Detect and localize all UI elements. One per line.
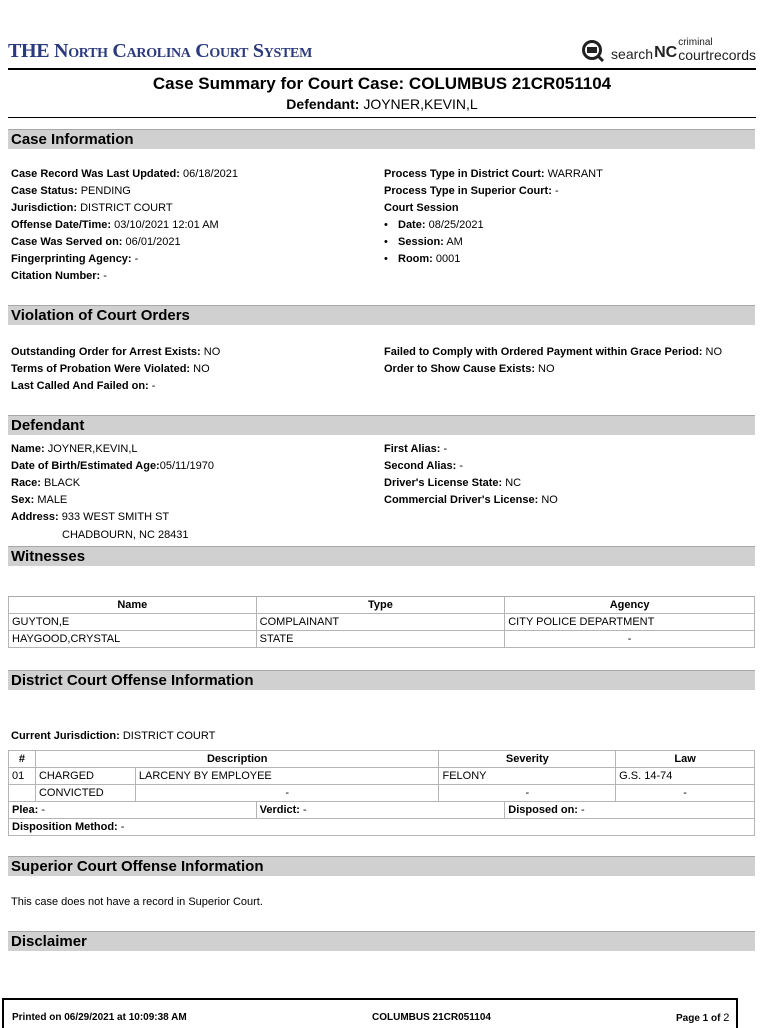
case-info-left-3: Offense Date/Time: 03/10/2021 12:01 AM <box>11 219 219 231</box>
defendant-right-3: Commercial Driver's License: NO <box>384 494 558 506</box>
witness-name: GUYTON,E <box>9 614 257 631</box>
offense-law: - <box>616 785 755 802</box>
violation-left-2: Last Called And Failed on: - <box>11 380 156 392</box>
offense-status: CONVICTED <box>35 785 135 802</box>
offense-outcome-row <box>9 802 755 819</box>
case-info-left-5: Fingerprinting Agency: - <box>11 253 139 265</box>
offense-description: LARCENY BY EMPLOYEE <box>135 768 439 785</box>
witnesses-header-row <box>9 597 755 614</box>
witnesses-table <box>8 596 755 648</box>
defendant-left-0: Name: JOYNER,KEVIN,L <box>11 443 138 455</box>
witness-type: COMPLAINANT <box>256 614 505 631</box>
page-title: Case Summary for Court Case: COLUMBUS 21CR051104 <box>152 74 612 93</box>
case-info-left-6: Citation Number: - <box>11 270 107 282</box>
defendant-left-1: Date of Birth/Estimated Age:05/11/1970 <box>11 460 214 472</box>
witness-col-name: Name <box>9 597 257 614</box>
offense-num <box>9 785 36 802</box>
offense-col-severity: Severity <box>439 751 616 768</box>
section-district-court-offense: District Court Offense Information <box>8 670 755 690</box>
court-session-room: • Room: 0001 <box>384 253 460 265</box>
magnifier-icon <box>581 40 611 62</box>
defendant-address-line2: CHADBOURN, NC 28431 <box>62 529 189 541</box>
offense-header-row <box>9 751 755 768</box>
defendant-left-2: Race: BLACK <box>11 477 81 489</box>
defendant-right-0: First Alias: - <box>384 443 448 455</box>
case-info-right-1: Process Type in Superior Court: - <box>384 185 559 197</box>
disposition-row <box>9 819 755 836</box>
footer-printed-on: Printed on 06/29/2021 at 10:09:38 AM <box>12 1012 187 1023</box>
witness-col-agency: Agency <box>505 597 755 614</box>
current-jurisdiction: Current Jurisdiction: DISTRICT COURT <box>11 730 216 742</box>
offense-severity: - <box>439 785 616 802</box>
footer-rule <box>2 998 738 1000</box>
offense-law: G.S. 14-74 <box>616 768 755 785</box>
defendant-right-1: Second Alias: - <box>384 460 464 472</box>
case-info-left-2: Jurisdiction: DISTRICT COURT <box>11 202 173 214</box>
offense-outcome-table <box>8 801 755 836</box>
section-case-information: Case Information <box>8 129 755 149</box>
case-info-right-0: Process Type in District Court: WARRANT <box>384 168 603 180</box>
disposed-on: Disposed on: - <box>505 802 755 819</box>
violation-right-0: Failed to Comply with Ordered Payment within Grace Period: NO <box>384 346 723 358</box>
court-session-heading: Court Session <box>384 202 459 214</box>
search-nc-logo: search NC criminal courtrecords <box>581 38 756 62</box>
defendant-left-3: Sex: MALE <box>11 494 68 506</box>
witness-agency: - <box>505 631 755 648</box>
offense-col-law: Law <box>616 751 755 768</box>
header-rule <box>8 68 756 70</box>
section-superior-court-offense: Superior Court Offense Information <box>8 856 755 876</box>
witness-col-type: Type <box>256 597 505 614</box>
violation-left-1: Terms of Probation Were Violated: NO <box>11 363 210 375</box>
offense-status: CHARGED <box>35 768 135 785</box>
table-row <box>9 614 755 631</box>
section-violation-of-court-orders: Violation of Court Orders <box>8 305 755 325</box>
offense-num: 01 <box>9 768 36 785</box>
violation-left-0: Outstanding Order for Arrest Exists: NO <box>11 346 221 358</box>
defendant-subtitle: Defendant: JOYNER,KEVIN,L <box>286 96 478 112</box>
court-session-session: • Session: AM <box>384 236 463 248</box>
witness-type: STATE <box>256 631 505 648</box>
section-defendant: Defendant <box>8 415 755 435</box>
offense-col-description: Description <box>35 751 439 768</box>
violation-right-1: Order to Show Cause Exists: NO <box>384 363 555 375</box>
disposition-method: Disposition Method: - <box>9 819 755 836</box>
subtitle-rule <box>8 117 756 118</box>
superior-court-note: This case does not have a record in Superior Court. <box>11 896 263 908</box>
plea: Plea: - <box>9 802 257 819</box>
table-row <box>9 768 755 785</box>
witness-agency: CITY POLICE DEPARTMENT <box>505 614 755 631</box>
offense-severity: FELONY <box>439 768 616 785</box>
court-session-date: • Date: 08/25/2021 <box>384 219 484 231</box>
court-system-brand: THE North Carolina Court System <box>8 40 312 62</box>
section-witnesses: Witnesses <box>8 546 755 566</box>
footer-case-number: COLUMBUS 21CR051104 <box>372 1012 491 1023</box>
witness-name: HAYGOOD,CRYSTAL <box>9 631 257 648</box>
verdict: Verdict: - <box>256 802 505 819</box>
case-info-left-1: Case Status: PENDING <box>11 185 131 197</box>
section-disclaimer: Disclaimer <box>8 931 755 951</box>
defendant-left-4: Address: 933 WEST SMITH ST <box>11 511 170 523</box>
defendant-right-2: Driver's License State: NC <box>384 477 522 489</box>
case-info-left-4: Case Was Served on: 06/01/2021 <box>11 236 181 248</box>
offense-description: - <box>135 785 439 802</box>
footer-page-number: Page 1 of 2 <box>676 1012 730 1024</box>
table-row <box>9 785 755 802</box>
offense-col-num: # <box>9 751 36 768</box>
table-row <box>9 631 755 648</box>
offense-table <box>8 750 755 802</box>
case-info-left-0: Case Record Was Last Updated: 06/18/2021 <box>11 168 239 180</box>
